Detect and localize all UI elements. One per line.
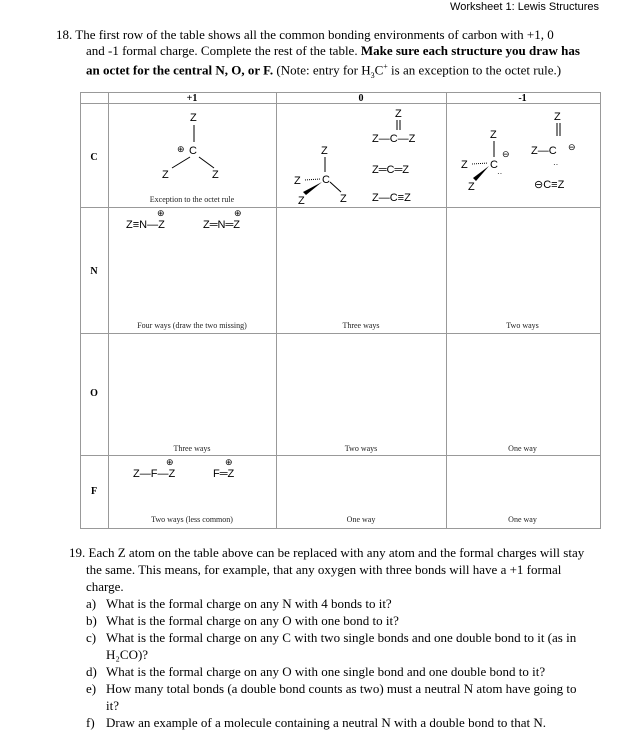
row-header-f: F bbox=[90, 486, 98, 497]
carbanion-double-bond-structure bbox=[553, 111, 576, 169]
nitrogen-double-structure bbox=[203, 219, 240, 231]
nitrogen-triple-structure bbox=[126, 219, 165, 231]
minus-charge-icon: ⊖ bbox=[502, 149, 510, 159]
atom: C bbox=[490, 159, 498, 171]
caption: Two ways (less common) bbox=[151, 515, 233, 524]
column-header-plus1: +1 bbox=[186, 93, 198, 104]
caption: Four ways (draw the two missing) bbox=[137, 321, 247, 330]
q18-bold-text: an octet for the central N, O, or F. bbox=[86, 62, 274, 78]
atom: Z bbox=[490, 129, 497, 141]
q18-line1: 18. The first row of the table shows all the common bonding environments of carbon with +1, 0 bbox=[56, 27, 554, 42]
tetrahedral-carbon-structure bbox=[294, 145, 347, 207]
fluorine-single-structure: Z—F—Z bbox=[133, 468, 176, 480]
q19-item-label: b) bbox=[86, 613, 97, 628]
atom: Z bbox=[468, 181, 475, 193]
caption: Two ways bbox=[344, 444, 378, 453]
caption: Three ways bbox=[342, 321, 380, 330]
q19-item-text: What is the formal charge on any C with two single bonds and one double bond to it (as in bbox=[106, 630, 577, 645]
column-header-minus1: -1 bbox=[518, 93, 527, 104]
row-header-n: N bbox=[90, 266, 98, 277]
plus-charge-icon: ⊕ bbox=[166, 457, 174, 467]
atom: Z bbox=[554, 111, 561, 123]
q19-line: 19. Each Z atom on the table above can be replaced with any atom and the formal charges will stay bbox=[69, 545, 585, 560]
plus-charge-icon: ⊕ bbox=[157, 208, 165, 218]
q19-item-text: What is the formal charge on any N with 4 bonds to it? bbox=[106, 596, 392, 611]
q19-item-label: e) bbox=[86, 681, 97, 696]
q19-item-text: it? bbox=[106, 698, 119, 713]
row-header-c: C bbox=[90, 152, 98, 163]
atom: Z bbox=[212, 169, 219, 181]
atom: Z bbox=[321, 145, 328, 157]
q19-item-text: How many total bonds (a double bond counts as two) must a neutral N atom have going to bbox=[106, 681, 577, 696]
fluorine-double-structure: F═Z bbox=[213, 468, 235, 480]
svg-text:··: ·· bbox=[497, 169, 503, 178]
q18-text: is an exception to the octet rule.) bbox=[387, 62, 562, 78]
q19-item-text: H₂CO)? bbox=[106, 647, 149, 662]
atom: C bbox=[322, 174, 330, 186]
atom: Z bbox=[461, 159, 468, 171]
caption: One way bbox=[508, 444, 537, 453]
q18-bold-text: Make sure each structure you draw has bbox=[360, 43, 580, 58]
caption: Two ways bbox=[506, 321, 539, 330]
q19-item-label: d) bbox=[86, 664, 97, 679]
atom: Z bbox=[395, 108, 402, 120]
caption: Three ways bbox=[173, 444, 211, 453]
atom: Z bbox=[298, 195, 305, 207]
carbanion-tetrahedral-structure bbox=[461, 129, 510, 193]
column-header-zero: 0 bbox=[358, 93, 364, 104]
q19-item-label: c) bbox=[86, 630, 97, 645]
q19-item-text: Draw an example of a molecule containing a neutral N with a double bond to that N. bbox=[106, 715, 547, 730]
structure-carbanion-double: Z—C bbox=[531, 145, 557, 157]
plus-charge-icon: ⊕ bbox=[234, 208, 242, 218]
subscript: 3 bbox=[370, 70, 375, 80]
atom: Z bbox=[340, 193, 347, 205]
plus-charge-icon: ⊕ bbox=[225, 457, 233, 467]
worksheet-header: Worksheet 1: Lewis Structures bbox=[450, 1, 599, 13]
atom: Z bbox=[190, 112, 197, 124]
atom: Z bbox=[294, 175, 301, 187]
q19-item-text: What is the formal charge on any O with one bond to it? bbox=[106, 613, 399, 628]
q18-text: (Note: entry for H bbox=[273, 62, 371, 78]
q18-text: C bbox=[374, 62, 384, 78]
caption: Exception to the octet rule bbox=[149, 195, 235, 204]
caption: One way bbox=[508, 515, 537, 524]
structure-single-bonds: Z—C—Z bbox=[372, 133, 416, 145]
q19-item-label: a) bbox=[86, 596, 97, 611]
atom: C bbox=[189, 145, 197, 157]
superscript: + bbox=[383, 62, 388, 71]
plus-charge-icon: ⊕ bbox=[177, 144, 185, 154]
structure-text: Z≡N—Z bbox=[126, 219, 165, 231]
structure-text: Z═N═Z bbox=[203, 219, 240, 231]
row-header-o: O bbox=[90, 388, 98, 399]
q18-text: and -1 formal charge. Complete the rest of the table. bbox=[86, 43, 361, 58]
minus-charge-icon: ⊖ bbox=[568, 142, 576, 152]
caption: One way bbox=[346, 515, 376, 524]
structure-carbanion-triple: ⊖C≡Z bbox=[534, 179, 565, 191]
carbocation-structure bbox=[162, 112, 219, 181]
carbon-double-bond-structure bbox=[395, 108, 402, 130]
q19-line: charge. bbox=[86, 579, 124, 594]
structure-double-bonds: Z═C═Z bbox=[372, 164, 409, 176]
atom: Z bbox=[162, 169, 169, 181]
q19-item-label: f) bbox=[86, 715, 95, 730]
structure-triple-bond: Z—C≡Z bbox=[372, 192, 411, 204]
q19-line: the same. This means, for example, that any oxygen with three bonds will have a +1 formal bbox=[86, 562, 562, 577]
svg-text:··: ·· bbox=[553, 160, 559, 169]
q19-item-text: What is the formal charge on any O with one single bond and one double bond to it? bbox=[106, 664, 546, 679]
